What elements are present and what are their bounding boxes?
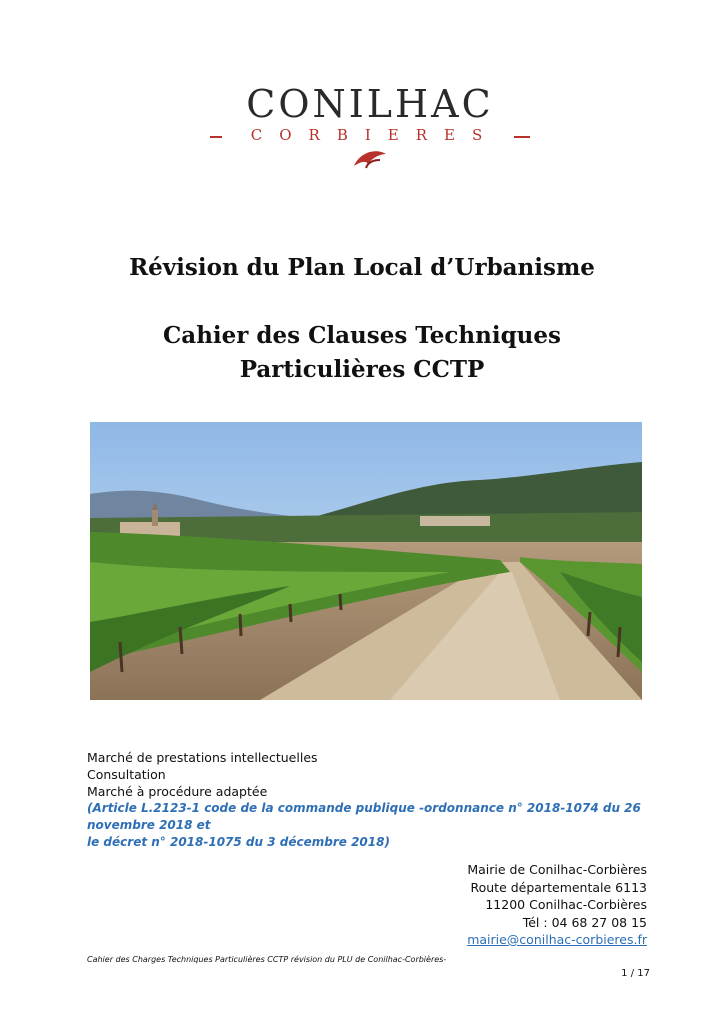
logo-sub-text: CORBIERES bbox=[250, 126, 500, 144]
page-number: 1 / 17 bbox=[621, 968, 650, 979]
document-subtitle-line2: Particulières CCTP bbox=[239, 356, 485, 383]
logo-line-right bbox=[514, 136, 530, 138]
legal-reference-line2: le décret n° 2018-1075 du 3 décembre 2018) bbox=[87, 835, 390, 849]
procurement-consultation: Consultation bbox=[87, 767, 166, 782]
vineyard-photo bbox=[90, 422, 642, 700]
procurement-procedure: Marché à procédure adaptée bbox=[87, 784, 268, 799]
address-phone: Tél : 04 68 27 08 15 bbox=[522, 914, 647, 930]
footer-text: Cahier des Charges Techniques Particulières CCTP révision du PLU de Conilhac-Corbières- bbox=[87, 955, 447, 964]
address-city: 11200 Conilhac-Corbières bbox=[485, 897, 647, 912]
procurement-info bbox=[87, 749, 667, 851]
address-road: Route départementale 6113 bbox=[470, 879, 647, 895]
document-subtitle-line1: Cahier des Clauses Techniques bbox=[163, 322, 561, 349]
mairie-address bbox=[347, 861, 647, 949]
municipality-logo bbox=[210, 82, 530, 172]
address-email-link[interactable]: mairie@conilhac-corbieres.fr bbox=[467, 932, 647, 947]
document-title: Révision du Plan Local d’Urbanisme bbox=[129, 254, 595, 281]
procurement-type: Marché de prestations intellectuelles bbox=[87, 750, 318, 765]
legal-reference-line1: (Article L.2123-1 code de la commande publique -ordonnance n° 2018-1074 du 26 novembre 2018 et bbox=[87, 801, 641, 832]
logo-brushstroke-icon bbox=[350, 146, 390, 172]
logo-main-text: CONILHAC bbox=[246, 82, 494, 126]
address-name: Mairie de Conilhac-Corbières bbox=[467, 862, 647, 877]
